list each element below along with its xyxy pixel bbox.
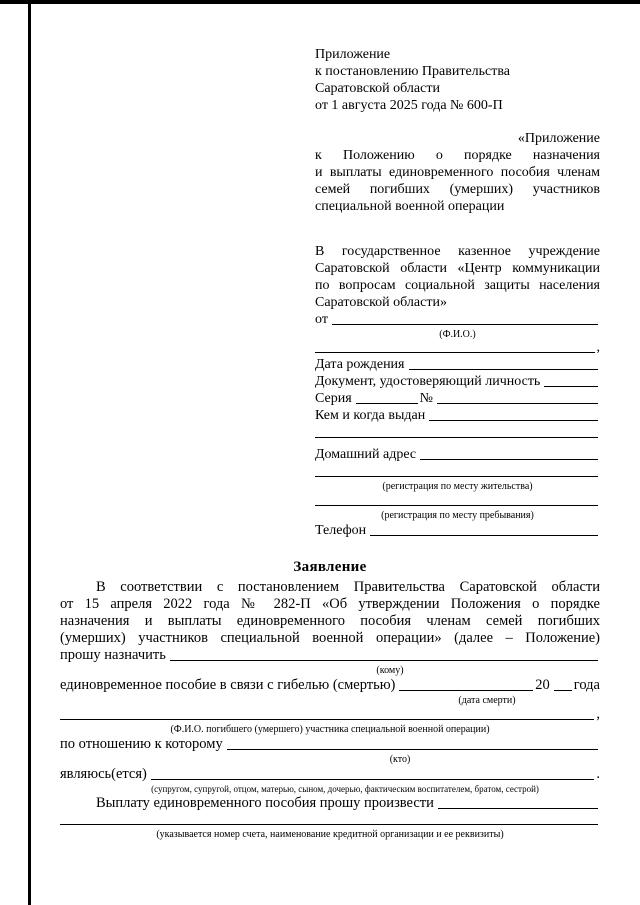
application-body	[60, 579, 600, 841]
applicant-name-blank	[332, 324, 598, 325]
applicant-name-blank-2	[315, 352, 595, 353]
assign-to-row	[60, 647, 600, 664]
page-content	[60, 46, 600, 841]
comma-punct: ,	[596, 340, 600, 355]
number-blank	[437, 403, 598, 404]
komu-caption: (кому)	[376, 665, 404, 676]
series-label: Серия	[315, 391, 352, 406]
deceased-name-row	[60, 707, 600, 723]
identity-document-blank	[544, 386, 598, 387]
phone-label: Телефон	[315, 523, 367, 538]
account-row	[60, 812, 600, 828]
fio-caption: (Ф.И.О.)	[439, 329, 476, 340]
year-prefix: 20	[535, 677, 550, 693]
annex-ref-line: Приложение	[315, 47, 391, 62]
paragraph-line: (умерших) участников специальной военной операции» (далее – Положение)	[60, 630, 600, 646]
scan-edge-top	[0, 0, 640, 4]
from-row	[315, 311, 600, 328]
header-block	[315, 46, 600, 539]
kinship-caption: (супругом, супругой, отцом, матерью, сыном, дочерью, фактическим воспитателем, братом, сестрой)	[151, 784, 539, 794]
payment-label: Выплату единовременного пособия прошу произвести	[96, 795, 434, 811]
scan-edge-left	[28, 0, 31, 905]
comma-punct: ,	[596, 706, 600, 722]
home-address-blank	[420, 459, 598, 460]
birth-date-row	[315, 356, 600, 373]
appendix-title-line: к Положению о порядке назначения	[315, 148, 600, 163]
home-address-label: Домашний адрес	[315, 447, 417, 462]
issued-by-blank	[429, 420, 598, 421]
stay-address-blank	[315, 505, 598, 506]
issued-by-row-2	[315, 424, 600, 441]
home-address-row	[315, 446, 600, 463]
deceased-name-blank	[60, 719, 594, 720]
addressee-line: Саратовской области»	[315, 295, 447, 310]
paragraph-line: от 15 апреля 2022 года № 282-П «Об утверждении Положения о порядке	[60, 596, 600, 612]
stay-address-row	[315, 493, 600, 509]
death-date-caption: (дата смерти)	[458, 695, 516, 706]
stay-caption: (регистрация по месту пребывания)	[381, 510, 534, 521]
series-number-row	[315, 390, 600, 407]
issued-by-row	[315, 407, 600, 424]
birth-date-blank	[409, 369, 599, 370]
assign-to-label: прошу назначить	[60, 647, 166, 663]
payment-blank	[438, 808, 598, 809]
deceased-fio-caption: (Ф.И.О. погибшего (умершего) участника специальной военной операции)	[170, 724, 490, 735]
annex-ref-line: от 1 августа 2025 года № 600-П	[315, 98, 503, 113]
annex-ref-line: к постановлению Правительства	[315, 64, 511, 79]
assign-to-blank	[170, 660, 598, 661]
phone-blank	[370, 535, 598, 536]
addressee-line: Саратовской области «Центр коммуникации	[315, 261, 600, 276]
paragraph-line: назначения и выплаты единовременного пособия членам семей погибших	[60, 613, 600, 629]
account-caption: (указывается номер счета, наименование кредитной организации и ее реквизиты)	[156, 829, 504, 840]
kinship-label: являюсь(ется)	[60, 766, 147, 782]
account-blank	[60, 824, 598, 825]
relation-label: по отношению к которому	[60, 736, 223, 752]
residence-address-row	[315, 463, 600, 480]
relation-row	[60, 736, 600, 753]
appendix-title-first-line: «Приложение	[517, 131, 600, 146]
addressee-line: по вопросам социальной защиты населения	[315, 278, 600, 293]
application-title: Заявление	[293, 559, 367, 575]
kinship-blank	[151, 779, 595, 780]
number-label: №	[419, 391, 434, 406]
addressee-line: В государственное казенное учреждение	[315, 244, 600, 259]
issued-by-label: Кем и когда выдан	[315, 408, 426, 423]
paragraph-line: В соответствии с постановлением Правительства Саратовской области	[96, 579, 600, 595]
payment-row	[60, 795, 600, 812]
relation-blank	[227, 749, 598, 750]
series-blank	[356, 403, 418, 404]
residence-caption: (регистрация по месту жительства)	[382, 481, 533, 492]
kinship-row	[60, 766, 600, 783]
birth-date-label: Дата рождения	[315, 357, 405, 372]
phone-row	[315, 522, 600, 539]
identity-document-row	[315, 373, 600, 390]
benefit-label: единовременное пособие в связи с гибелью (смертью)	[60, 677, 396, 693]
residence-address-blank	[315, 476, 598, 477]
issued-by-blank-2	[315, 437, 598, 438]
from-label: от	[315, 312, 328, 327]
name-continuation-row	[315, 341, 600, 356]
year-blank	[554, 690, 572, 691]
period-punct: .	[596, 766, 600, 782]
year-suffix: года	[573, 677, 600, 693]
appendix-title-line: и выплаты единовременного пособия членам	[315, 165, 600, 180]
annex-ref-line: Саратовской области	[315, 81, 440, 96]
appendix-title-line: специальной военной операции	[315, 199, 505, 214]
identity-document-label: Документ, удостоверяющий личность	[315, 374, 541, 389]
kto-caption: (кто)	[389, 754, 411, 765]
appendix-title-line: семей погибших (умерших) участников	[315, 182, 600, 197]
death-date-blank	[399, 690, 533, 691]
benefit-death-row	[60, 677, 600, 694]
